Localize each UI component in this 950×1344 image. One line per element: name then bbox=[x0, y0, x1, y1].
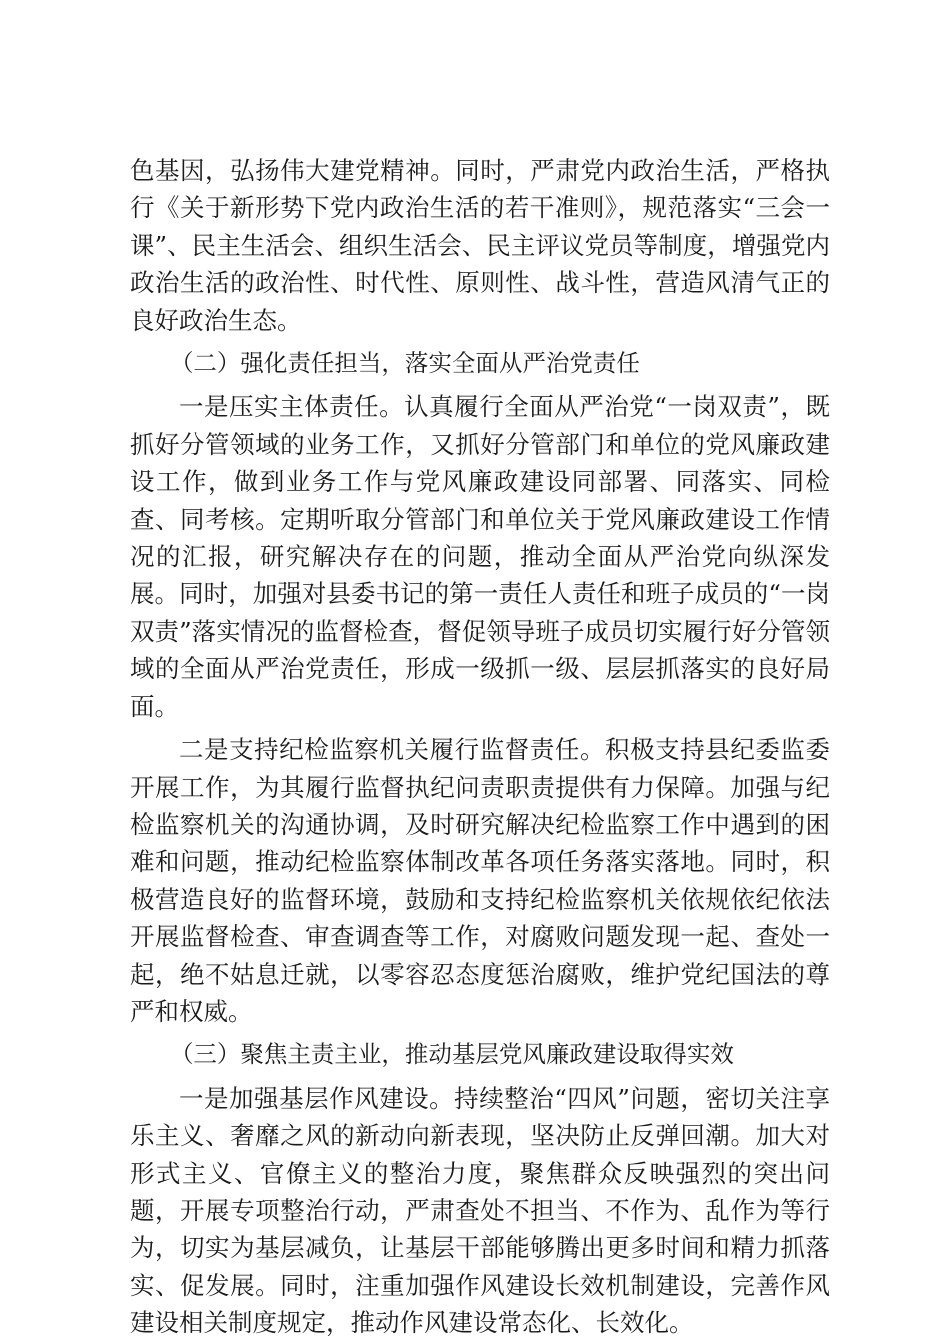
paragraph-work-style: 一是加强基层作风建设。持续整治“四风”问题，密切关注享乐主义、奢靡之风的新动向新表现，坚决防止反弹回潮。加大对形式主义、官僚主义的整治力度，聚焦群众反映强烈的突出问题，开展专项整治行动，严肃查处不担当、不作为、乱作为等行为，切实为基层减负，让基层干部能够腾出更多时间和精力抓落实、促发展。同时，注重加强作风建设长效机制建设，完善作风建设相关制度规定，推动作风建设常态化、长效化。 bbox=[130, 1083, 830, 1338]
document-body bbox=[130, 152, 830, 1342]
paragraph-continuation: 色基因，弘扬伟大建党精神。同时，严肃党内政治生活，严格执行《关于新形势下党内政治生活的若干准则》，规范落实“三会一课”、民主生活会、组织生活会、民主评议党员等制度，增强党内政治生活的政治性、时代性、原则性、战斗性，营造风清气正的良好政治生态。 bbox=[130, 156, 830, 335]
paragraph-main-responsibility: 一是压实主体责任。认真履行全面从严治党“一岗双责”，既抓好分管领域的业务工作，又抓好分管部门和单位的党风廉政建设工作，做到业务工作与党风廉政建设同部署、同落实、同检查、同考核。定期听取分管部门和单位关于党风廉政建设工作情况的汇报，研究解决存在的问题，推动全面从严治党向纵深发展。同时，加强对县委书记的第一责任人责任和班子成员的“一岗双责”落实情况的监督检查，督促领导班子成员切实履行好分管领域的全面从严治党责任，形成一级抓一级、层层抓落实的良好局面。 bbox=[130, 392, 830, 721]
section-heading-3: （三）聚焦主责主业，推动基层党风廉政建设取得实效 bbox=[169, 1040, 734, 1069]
section-heading-2: （二）强化责任担当，落实全面从严治党责任 bbox=[169, 349, 640, 378]
paragraph-supervision-responsibility: 二是支持纪检监察机关履行监督责任。积极支持县纪委监委开展工作，为其履行监督执纪问责职责提供有力保障。加强与纪检监察机关的沟通协调，及时研究解决纪检监察工作中遇到的困难和问题，推动纪检监察体制改革各项任务落实落地。同时，积极营造良好的监督环境，鼓励和支持纪检监察机关依规依纪依法开展监督检查、审查调查等工作，对腐败问题发现一起、查处一起，绝不姑息迁就，以零容忍态度惩治腐败，维护党纪国法的尊严和权威。 bbox=[130, 735, 830, 1026]
